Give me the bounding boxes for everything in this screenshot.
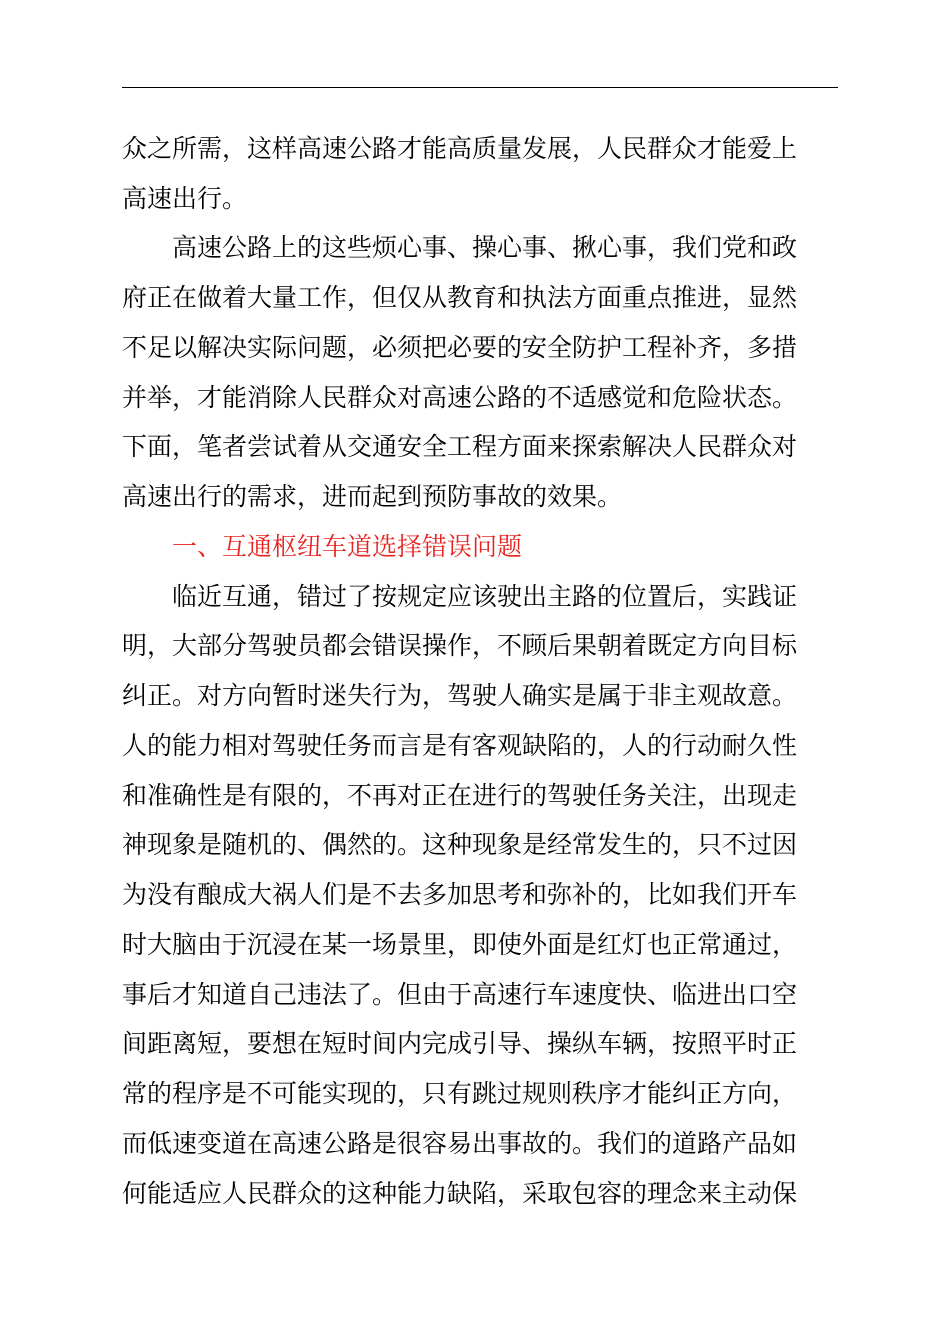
paragraph-start-line: 高速公路上的这些烦心事、操心事、揪心事，我们党和政 (172, 233, 798, 262)
text-line: 不足以解决实际问题，必须把必要的安全防护工程补齐，多措 (122, 333, 798, 362)
text-line: 为没有酿成大祸人们是不去多加思考和弥补的，比如我们开车 (122, 880, 798, 909)
text-line: 下面，笔者尝试着从交通安全工程方面来探索解决人民群众对 (122, 432, 798, 461)
text-line: 事后才知道自己违法了。但由于高速行车速度快、临进出口空 (122, 980, 798, 1009)
text-line: 众之所需，这样高速公路才能高质量发展，人民群众才能爱上 (122, 134, 798, 163)
text-line: 和准确性是有限的，不再对正在进行的驾驶任务关注，出现走 (122, 781, 798, 810)
paragraph-start-line: 临近互通，错过了按规定应该驶出主路的位置后，实践证 (172, 582, 798, 611)
text-line: 常的程序是不可能实现的，只有跳过规则秩序才能纠正方向， (122, 1079, 798, 1108)
text-line: 何能适应人民群众的这种能力缺陷，采取包容的理念来主动保 (122, 1179, 798, 1208)
text-line: 府正在做着大量工作，但仅从教育和执法方面重点推进，显然 (122, 283, 798, 312)
text-line: 高速出行的需求，进而起到预防事故的效果。 (122, 482, 623, 511)
text-line: 明，大部分驾驶员都会错误操作，不顾后果朝着既定方向目标 (122, 631, 798, 660)
section-heading: 一、互通枢纽车道选择错误问题 (172, 532, 523, 561)
text-line: 而低速变道在高速公路是很容易出事故的。我们的道路产品如 (122, 1129, 798, 1158)
text-line: 纠正。对方向暂时迷失行为，驾驶人确实是属于非主观故意。 (122, 681, 798, 710)
text-line: 并举，才能消除人民群众对高速公路的不适感觉和危险状态。 (122, 383, 798, 412)
text-line: 高速出行。 (122, 184, 248, 213)
text-line: 时大脑由于沉浸在某一场景里，即使外面是红灯也正常通过， (122, 930, 798, 959)
text-line: 神现象是随机的、偶然的。这种现象是经常发生的，只不过因 (122, 830, 798, 859)
header-rule (122, 87, 838, 88)
text-line: 人的能力相对驾驶任务而言是有客观缺陷的，人的行动耐久性 (122, 731, 798, 760)
text-line: 间距离短，要想在短时间内完成引导、操纵车辆，按照平时正 (122, 1029, 798, 1058)
